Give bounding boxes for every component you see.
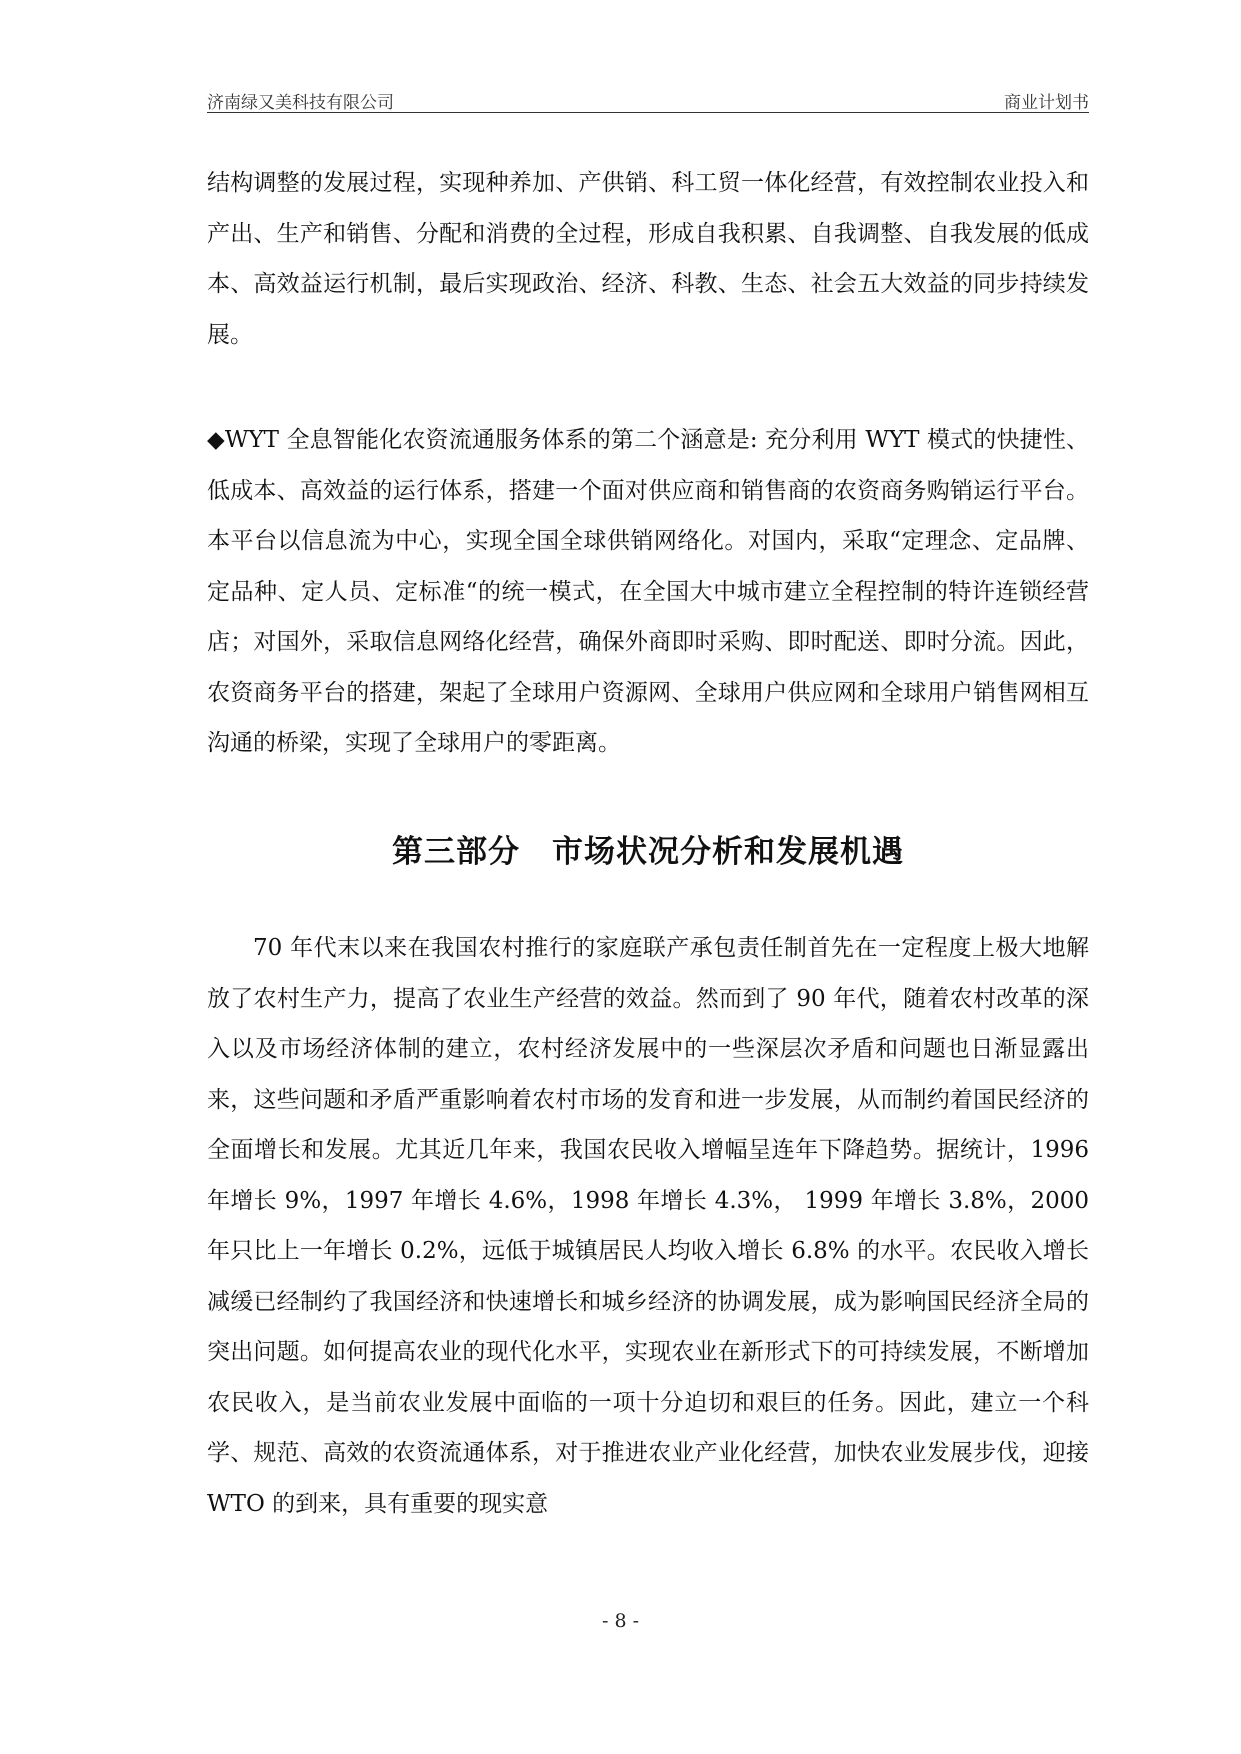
header-company-name: 济南绿又美科技有限公司 — [207, 93, 394, 113]
paragraph-wyt-platform: ◆WYT 全息智能化农资流通服务体系的第二个涵意是: 充分利用 WYT 模式的快捷性、低成本、高效益的运行体系，搭建一个面对供应商和销售商的农资商务购销运行平台。本平台以信息流为中心，实现全国全球供销网络化。对国内，采取“定理念、定品牌、定品种、定人员、定标准“的统一模式，在全国大中城市建立全程控制的特许连锁经营店；对国外，采取信息网络化经营，确保外商即时采购、即时配送、即时分流。因此，农资商务平台的搭建，架起了全球用户资源网、全球用户供应网和全球用户销售网相互沟通的桥梁，实现了全球用户的零距离。 — [207, 427, 1089, 756]
paragraph-market-analysis: 70 年代末以来在我国农村推行的家庭联产承包责任制首先在一定程度上极大地解放了农村生产力，提高了农业生产经营的效益。然而到了 90 年代，随着农村改革的深入以及市场经济体制的建立，农村经济发展中的一些深层次矛盾和问题也日渐显露出来，这些问题和矛盾严重影响着农村市场的发育和进一步发展，从而制约着国民经济的全面增长和发展。尤其近几年来，我国农民收入增幅呈连年下降趋势。据统计，1996 年增长 9%，1997 年增长 4.6%，1998 年增长 4.3%， 1999 年增长 3.8%，2000 年只比上一年增长 0.2%，远低于城镇居民人均收入增长 6.8% 的水平。农民收入增长减缓已经制约了我国经济和快速增长和城乡经济的协调发展，成为影响国民经济全局的突出问题。如何提高农业的现代化水平，实现农业在新形式下的可持续发展，不断增加农民收入，是当前农业发展中面临的一项十分迫切和艰巨的任务。因此，建立一个科学、规范、高效的农资流通体系，对于推进农业产业化经营，加快农业发展步伐，迎接 WTO 的到来，具有重要的现实意 — [207, 935, 1089, 1517]
section-heading: 第三部分 市场状况分析和发展机遇 — [392, 834, 904, 870]
header-document-type: 商业计划书 — [1004, 93, 1089, 113]
page-header — [207, 86, 1089, 113]
page-number: - 8 - — [601, 1610, 639, 1632]
paragraph-continued: 结构调整的发展过程，实现种养加、产供销、科工贸一体化经营，有效控制农业投入和产出、生产和销售、分配和消费的全过程，形成自我积累、自我调整、自我发展的低成本、高效益运行机制，最后实现政治、经济、科教、生态、社会五大效益的同步持续发展。 — [207, 170, 1089, 348]
